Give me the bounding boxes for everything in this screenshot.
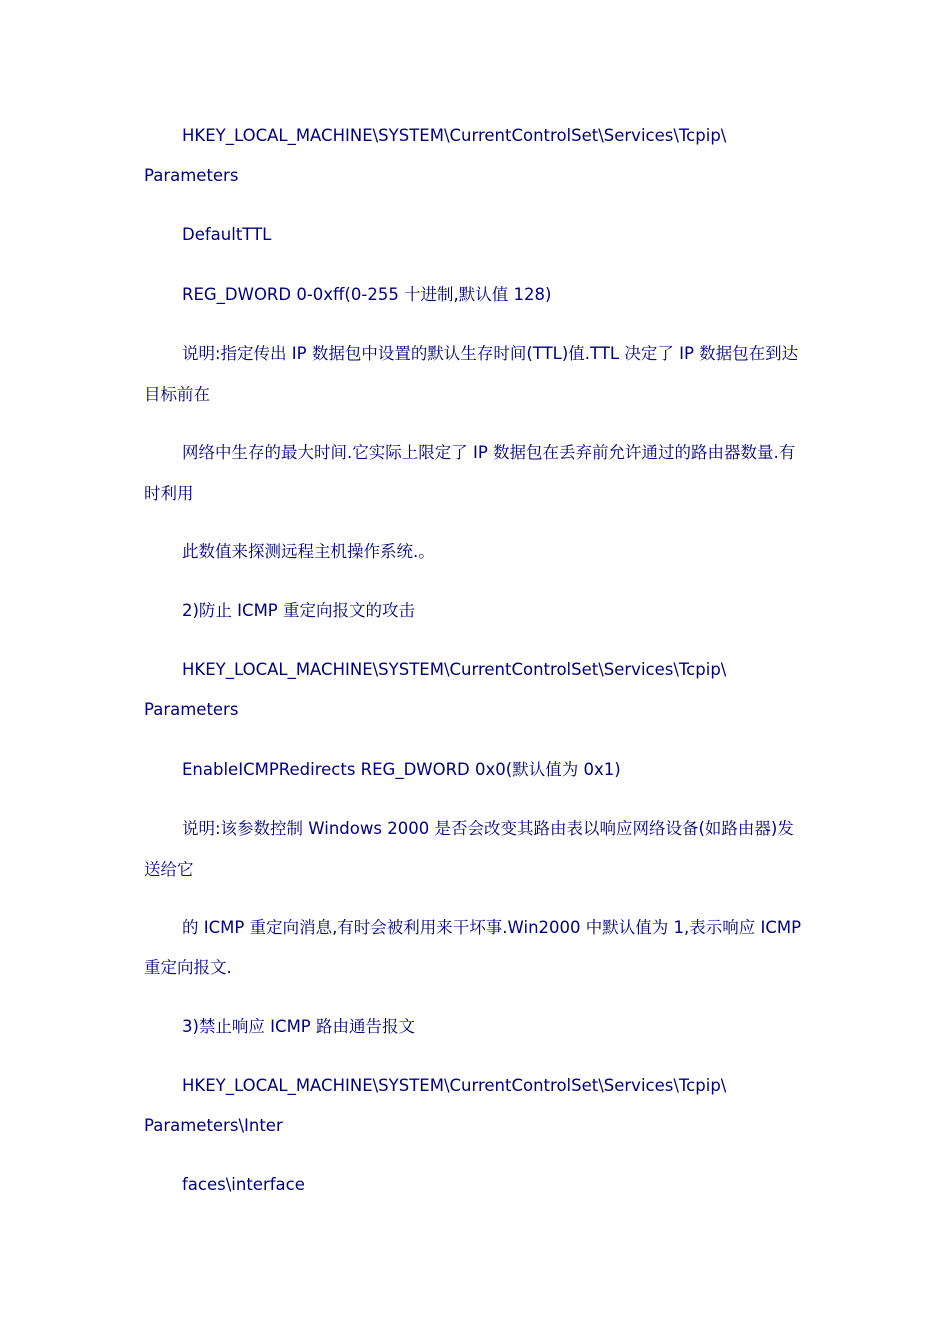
- registry-path-line: HKEY_LOCAL_MACHINE\SYSTEM\CurrentControlSet\Services\Tcpip\: [182, 1076, 727, 1095]
- registry-path-continuation: Parameters\Inter: [144, 1116, 283, 1135]
- description-line: 的 ICMP 重定向消息,有时会被利用来干坏事.Win2000 中默认值为 1,表示响应 ICMP: [182, 918, 802, 937]
- description-line: 说明:该参数控制 Windows 2000 是否会改变其路由表以响应网络设备(如路由器)发: [182, 819, 794, 838]
- description-continuation: 目标前在: [144, 385, 210, 404]
- description-line: 说明:指定传出 IP 数据包中设置的默认生存时间(TTL)值.TTL 决定了 IP 数据包在到达: [182, 344, 799, 363]
- description-line: 网络中生存的最大时间.它实际上限定了 IP 数据包在丢弃前允许通过的路由器数量.有: [182, 443, 796, 462]
- registry-path-continuation: Parameters: [144, 700, 239, 719]
- registry-path-line: HKEY_LOCAL_MACHINE\SYSTEM\CurrentControlSet\Services\Tcpip\: [182, 660, 727, 679]
- description-continuation: 送给它: [144, 860, 194, 879]
- registry-path-line: faces\interface: [182, 1175, 305, 1194]
- description-line: 此数值来探测远程主机操作系统.。: [182, 542, 435, 561]
- value-name-line: DefaultTTL: [182, 225, 272, 244]
- registry-path-line: HKEY_LOCAL_MACHINE\SYSTEM\CurrentControlSet\Services\Tcpip\: [182, 126, 727, 145]
- section-heading: 2)防止 ICMP 重定向报文的攻击: [182, 601, 415, 620]
- registry-path-continuation: Parameters: [144, 166, 239, 185]
- section-heading: 3)禁止响应 ICMP 路由通告报文: [182, 1017, 415, 1036]
- description-continuation: 重定向报文.: [144, 958, 232, 977]
- value-type-line: REG_DWORD 0-0xff(0-255 十进制,默认值 128): [182, 285, 552, 304]
- description-continuation: 时利用: [144, 484, 194, 503]
- value-type-line: EnableICMPRedirects REG_DWORD 0x0(默认值为 0x1): [182, 760, 621, 779]
